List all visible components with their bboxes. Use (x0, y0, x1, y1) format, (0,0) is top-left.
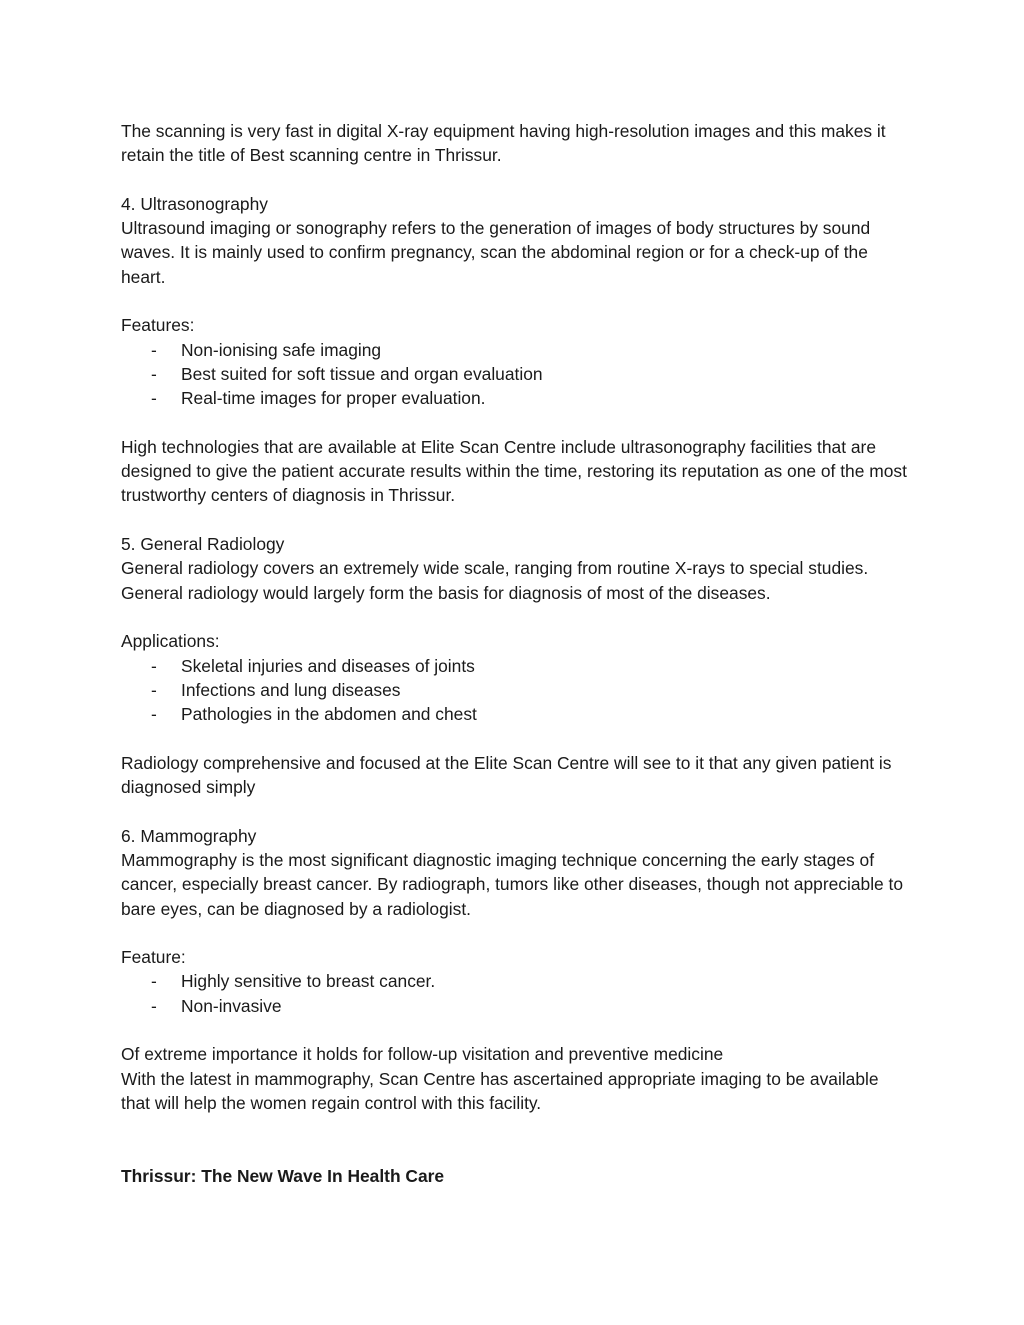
general-radiology-heading: 5. General Radiology (121, 534, 285, 555)
mammography-description: Mammography is the most significant diagnostic imaging technique concerning the early stages of cancer, especially breast cancer. By radiograph, tumors like other diseases, though not appreciable to bare eyes, can be diagnosed by a radiologist. (121, 849, 904, 919)
list-dash: - (151, 995, 157, 1016)
list-dash: - (151, 363, 157, 384)
list-dash: - (151, 655, 157, 676)
list-item-text: Non-ionising safe imaging (181, 339, 382, 360)
list-item-text: Best suited for soft tissue and organ evaluation (181, 363, 543, 384)
general-radiology-closing: Radiology comprehensive and focused at the Elite Scan Centre will see to it that any given patient is diagnosed simply (121, 752, 892, 798)
list-dash: - (151, 704, 157, 725)
list-item (121, 386, 911, 410)
mammography-feature-title: Feature: (121, 947, 186, 968)
general-radiology-description: General radiology covers an extremely wide scale, ranging from routine X-rays to special studies. General radiology would largely form the basis for diagnosis of most of the diseases. (121, 558, 869, 603)
list-dash: - (151, 971, 157, 992)
list-item-text: Skeletal injuries and diseases of joints (181, 655, 475, 676)
general-radiology-applications-title: Applications: (121, 631, 220, 652)
list-item (121, 994, 911, 1018)
list-dash: - (151, 679, 157, 700)
spacer (121, 508, 911, 532)
list-item (121, 654, 911, 678)
list-item-text: Non-invasive (181, 995, 282, 1016)
section-title: Thrissur: The New Wave In Health Care (121, 1165, 445, 1186)
spacer (121, 411, 911, 435)
list-dash: - (151, 388, 157, 409)
list-item-text: Infections and lung diseases (181, 679, 401, 700)
list-dash: - (151, 339, 157, 360)
list-item-text: Highly sensitive to breast cancer. (181, 971, 436, 992)
spacer (121, 921, 911, 945)
mammography-closing-line-1: Of extreme importance it holds for follow-up visitation and preventive medicine (121, 1044, 724, 1065)
mammography-feature-list (121, 969, 911, 1018)
document-page (121, 119, 911, 1188)
ultrasonography-closing: High technologies that are available at Elite Scan Centre include ultrasonography facilities that are designed to give the patient accurate results within the time, restoring its reputation as one of the most trustworthy centers of diagnosis in Thrissur. (121, 436, 907, 506)
spacer (121, 168, 911, 192)
ultrasonography-features-list (121, 338, 911, 411)
list-item (121, 678, 911, 702)
list-item (121, 338, 911, 362)
spacer (121, 1018, 911, 1042)
list-item (121, 702, 911, 726)
spacer (121, 289, 911, 313)
general-radiology-applications-list (121, 654, 911, 727)
intro-paragraph: The scanning is very fast in digital X-ray equipment having high-resolution images and this makes it retain the title of Best scanning centre in Thrissur. (121, 121, 886, 166)
list-item (121, 362, 911, 386)
spacer (121, 726, 911, 750)
spacer (121, 799, 911, 823)
spacer (121, 605, 911, 629)
ultrasonography-description: Ultrasound imaging or sonography refers to the generation of images of body structures by sound waves. It is mainly used to confirm pregnancy, scan the abdominal region or for a check-up of the heart. (121, 218, 871, 287)
list-item (121, 969, 911, 993)
list-item-text: Pathologies in the abdomen and chest (181, 704, 477, 725)
ultrasonography-features-title: Features: (121, 315, 195, 336)
mammography-heading: 6. Mammography (121, 825, 257, 846)
list-item-text: Real-time images for proper evaluation. (181, 388, 486, 409)
ultrasonography-heading: 4. Ultrasonography (121, 193, 268, 214)
mammography-closing-line-2: With the latest in mammography, Scan Centre has ascertained appropriate imaging to be available that will help the women regain control with this facility. (121, 1068, 879, 1113)
spacer (121, 1115, 911, 1164)
